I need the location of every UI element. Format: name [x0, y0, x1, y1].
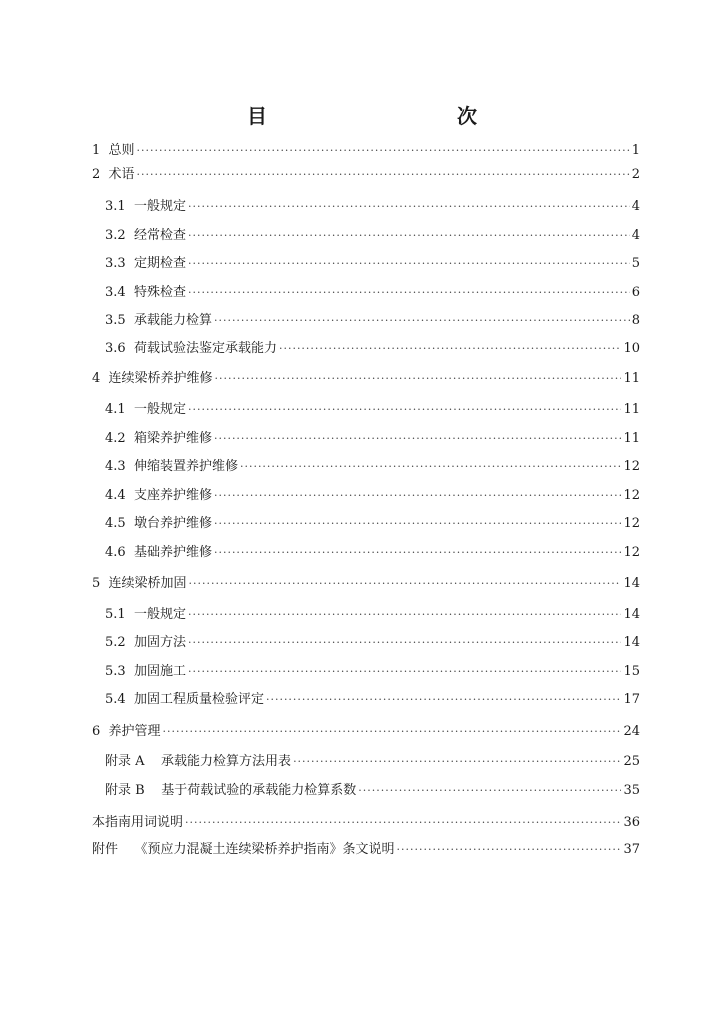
toc-entry-label: 5.2 加固方法: [105, 635, 186, 650]
toc-page-number: 37: [623, 842, 640, 857]
toc-entry: [105, 486, 640, 506]
toc-entry-label: 附件 《预应力混凝土连续梁桥养护指南》条文说明: [92, 842, 395, 857]
toc-leader: [214, 311, 630, 331]
toc-leader: [214, 514, 622, 534]
toc-entry-label: 5 连续梁桥加固: [92, 576, 187, 591]
toc-page-number: 36: [623, 815, 640, 830]
page-title: 目 次: [247, 104, 527, 128]
toc-entry: [105, 633, 640, 653]
toc-entry-label: 4.5 墩台养护维修: [105, 516, 212, 531]
toc-page-number: 11: [623, 371, 640, 386]
toc-entry-label: 3.6 荷载试验法鉴定承载能力: [105, 341, 277, 356]
toc-page-number: 10: [623, 341, 640, 356]
toc-page-number: 24: [623, 724, 640, 739]
toc-leader: [188, 400, 622, 420]
toc-entry-label: 4 连续梁桥养护维修: [92, 371, 213, 386]
toc-entry: [105, 339, 640, 359]
toc-entry-label: 3.3 定期检查: [105, 256, 186, 271]
toc-leader: [185, 813, 621, 833]
toc-entry: [105, 283, 640, 303]
toc-page-number: 5: [631, 256, 640, 271]
toc-leader: [188, 633, 622, 653]
toc-entry: [105, 662, 640, 682]
toc-entry-label: 3.2 经常检查: [105, 228, 186, 243]
toc-entry-label: 4.1 一般规定: [105, 402, 186, 417]
toc-entry: [92, 813, 640, 833]
toc-leader: [163, 722, 622, 742]
toc-entry-label: 4.3 伸缩装置养护维修: [105, 459, 238, 474]
toc-page-number: 12: [623, 488, 640, 503]
toc-leader: [240, 457, 622, 477]
toc-entry: [105, 543, 640, 563]
toc-leader: [215, 369, 622, 389]
toc-entry: [105, 254, 640, 274]
toc-page-number: 11: [623, 402, 640, 417]
toc-page-number: 14: [623, 607, 640, 622]
toc-entry: [105, 690, 640, 710]
toc-entry: [105, 752, 640, 772]
toc-page-number: 25: [623, 754, 640, 769]
toc-leader: [266, 690, 622, 710]
toc-entry-label: 4.4 支座养护维修: [105, 488, 212, 503]
toc-entry: [92, 840, 640, 860]
toc-entry: [92, 165, 640, 185]
toc-entry: [105, 429, 640, 449]
toc-entry: [105, 311, 640, 331]
toc-leader: [397, 840, 622, 860]
toc-page-number: 17: [623, 692, 640, 707]
toc-page-number: 12: [623, 459, 640, 474]
toc-entry-label: 2 术语: [92, 167, 135, 182]
toc-entry-label: 附录 B 基于荷载试验的承载能力检算系数: [105, 783, 357, 798]
toc-leader: [214, 429, 622, 449]
toc-entry: [105, 197, 640, 217]
toc-entry-label: 3.4 特殊检查: [105, 285, 186, 300]
toc-leader: [137, 165, 630, 185]
toc-page-number: 12: [623, 545, 640, 560]
toc-leader: [188, 197, 630, 217]
toc-page-number: 14: [623, 635, 640, 650]
toc-page-number: 8: [631, 313, 640, 328]
toc-entry-label: 3.5 承载能力检算: [105, 313, 212, 328]
toc-entry: [92, 574, 640, 594]
toc-entry-label: 4.6 基础养护维修: [105, 545, 212, 560]
toc-page-number: 11: [623, 431, 640, 446]
toc-entry-label: 6 养护管理: [92, 724, 161, 739]
toc-leader: [188, 226, 630, 246]
toc-leader: [358, 781, 621, 801]
toc-page-number: 2: [631, 167, 640, 182]
toc-entry: [105, 226, 640, 246]
toc-page-number: 6: [631, 285, 640, 300]
toc-page-number: 14: [623, 576, 640, 591]
toc-page-number: 4: [631, 199, 640, 214]
toc-leader: [279, 339, 622, 359]
toc-entry-label: 1 总则: [92, 143, 135, 158]
toc-leader: [214, 543, 622, 563]
toc-entry: [92, 141, 640, 161]
toc-leader: [214, 486, 622, 506]
toc-page-number: 4: [631, 228, 640, 243]
toc-entry: [92, 722, 640, 742]
toc-leader: [188, 283, 630, 303]
toc-page-number: 12: [623, 516, 640, 531]
toc-entry: [105, 457, 640, 477]
toc-entry-label: 附录 A 承载能力检算方法用表: [105, 754, 292, 769]
toc-leader: [293, 752, 621, 772]
toc-entry-label: 3.1 一般规定: [105, 199, 186, 214]
toc-leader: [188, 662, 622, 682]
toc-entry-label: 本指南用词说明: [92, 815, 184, 830]
toc-page-number: 1: [631, 143, 640, 158]
toc-entry-label: 5.3 加固施工: [105, 664, 186, 679]
toc-leader: [188, 254, 630, 274]
toc-entry: [105, 400, 640, 420]
toc-entry: [105, 781, 640, 801]
toc-entry: [105, 514, 640, 534]
toc-leader: [188, 605, 622, 625]
toc-entry-label: 4.2 箱梁养护维修: [105, 431, 212, 446]
toc-page-number: 15: [623, 664, 640, 679]
toc-entry-label: 5.1 一般规定: [105, 607, 186, 622]
toc-entry: [92, 369, 640, 389]
toc-entry: [105, 605, 640, 625]
toc-entry-label: 5.4 加固工程质量检验评定: [105, 692, 264, 707]
toc-leader: [189, 574, 622, 594]
toc-leader: [137, 141, 630, 161]
toc-page-number: 35: [623, 783, 640, 798]
